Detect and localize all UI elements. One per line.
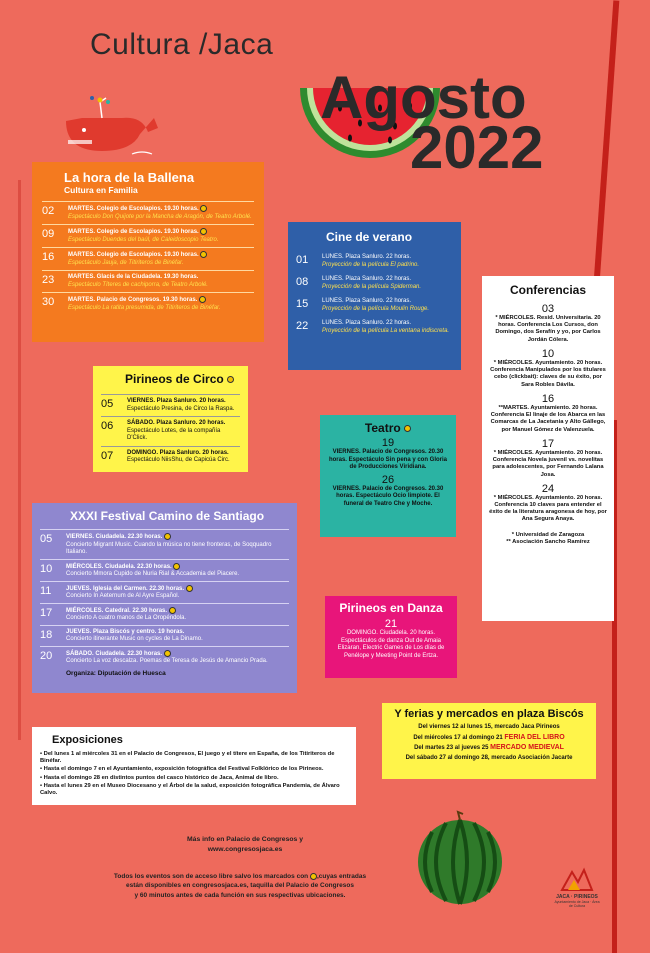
list-item — [40, 581, 289, 601]
list-item — [296, 276, 453, 291]
footnote: * Universidad de Zaragoza — [511, 531, 585, 538]
event-day: 16 — [541, 392, 555, 405]
event-description: * MIÉRCOLES. Resid. Universitaria. 20 horas. Conferencia Los Cursos, don Domingo, dos Serafín y yo, por Carlos Jordán Cólera. — [495, 315, 601, 343]
event-info: MIÉRCOLES. Ciudadela. 22.30 horas. — [66, 563, 172, 570]
event-description: Concierto Migrant Music. Cuando la música no tiene fronteras, de Soqquadro Italiano. — [66, 541, 272, 556]
section-title: La hora de la Ballena — [64, 170, 195, 185]
event-info: DOMINGO. Plaza Sanluro. 20 horas. — [127, 449, 229, 456]
event-day: 26 — [381, 473, 395, 486]
header-month: Agosto — [320, 64, 527, 131]
list-item — [101, 394, 240, 413]
event-day: 01 — [296, 254, 309, 266]
section-title: Conferencias — [509, 283, 587, 297]
festival-section — [32, 503, 297, 693]
ticket-coin-icon — [199, 296, 206, 303]
event-info: MARTES. Colegio de Escolapios. 19.30 horas. — [68, 206, 199, 213]
event-day: 09 — [42, 228, 55, 241]
event-description: DOMINGO. Ciudadela. 20 horas. Espectáculos de danza Out de Amaia Elizaran, Electric Games de Los días de Penélope y Meeting Point de Ertza. — [337, 630, 445, 659]
event-description: Espectáculo Títeres de cachiporra, de Teatro Arbolé. — [68, 281, 208, 288]
list-item — [40, 529, 289, 557]
event-description: VIERNES. Palacio de Congresos. 20.30 horas. Espectáculo Sin pena y con Gloria de Producciones Viridiana. — [328, 449, 448, 470]
list-item — [42, 201, 254, 221]
event-description: Espectáculo Jauja, de Titiriteros de Binéfar. — [68, 259, 184, 266]
event-day: 10 — [541, 347, 555, 360]
event-description: Concierto Mmora Cupido de Nuria Rial & Accademia del Piacere. — [66, 571, 240, 578]
footer-line: ,cuyas entradas — [316, 873, 367, 880]
conferencias-section — [482, 276, 614, 621]
ticket-coin-icon — [227, 376, 234, 383]
event-day: 16 — [42, 251, 55, 264]
footnote: ** Asociación Sancho Ramírez — [506, 538, 590, 545]
event-description: * MIÉRCOLES. Ayuntamiento. 20 horas. Conferencia Novela juvenil vs. novelitas para adolescentes, por Fernando Lalana Josa. — [492, 449, 604, 478]
event-description: Espectáculo Presina, de Circo la Raspa. — [127, 405, 235, 412]
section-subtitle: Cultura en Familia — [64, 185, 138, 195]
list-item: • Hasta el lunes 29 en el Museo Diocesano y el Árbol de la salud, exposición fotográfica Pandemia, de Álvaro Calvo. — [40, 782, 340, 797]
event-description: Proyección de la película La ventana indiscreta. — [322, 327, 450, 334]
list-item: Del viernes 12 al lunes 15, mercado Jaca Pirineos — [418, 724, 560, 730]
more-info — [150, 835, 340, 854]
list-item — [40, 625, 289, 644]
event-info: MIÉRCOLES. Catedral. 22.30 horas. — [66, 607, 168, 614]
event-info: Del martes 23 al jueves 25 — [414, 745, 491, 752]
list-item: • Hasta el domingo 28 en distintos puntos del casco histórico de Jaca, Animal de libro. — [40, 774, 279, 781]
whale-icon — [62, 96, 162, 156]
logo-subtitle: Ayuntamiento de Jaca · Área de Cultura — [554, 900, 600, 909]
circo-section — [93, 366, 248, 472]
feria-del-libro-label: FERIA DEL LIBRO — [504, 733, 565, 741]
event-description: Proyección de la película Moulin Rouge. — [322, 305, 430, 312]
more-info-text: Más info en Palacio de Congresos y — [187, 836, 303, 843]
list-item: Del sábado 27 al domingo 28, mercado Asociación Jacarte — [405, 755, 573, 761]
event-info: VIERNES. Plaza Sanluro. 20 horas. — [127, 398, 226, 404]
event-day: 22 — [296, 320, 309, 332]
list-item — [42, 270, 254, 289]
section-title: Teatro — [364, 421, 401, 435]
jaca-pirineos-logo-icon — [560, 866, 594, 892]
list-item — [296, 298, 453, 313]
ballena-section — [32, 162, 264, 342]
event-info: MARTES. Colegio de Escolapios. 19.30 horas. — [68, 252, 199, 259]
footer-line: Todos los eventos son de acceso libre salvo los marcados con — [113, 873, 310, 880]
list-item — [101, 416, 240, 443]
list-item — [42, 292, 254, 312]
list-item — [101, 446, 240, 465]
event-day: 18 — [40, 628, 53, 641]
list-item — [296, 254, 453, 269]
ticket-coin-icon — [164, 650, 171, 657]
list-item: • Del lunes 1 al miércoles 31 en el Palacio de Congresos, El juego y el títere en España, de los Titiriteros de Binéfar. — [40, 751, 335, 765]
section-title: Pirineos de Circo — [125, 372, 224, 386]
mercado-medieval-label: MERCADO MEDIEVAL — [490, 744, 564, 752]
event-description: Proyección de la película Spiderman. — [322, 283, 422, 290]
ticket-coin-icon — [200, 228, 207, 235]
ticket-coin-icon — [186, 585, 193, 592]
ticket-coin-icon — [310, 873, 317, 880]
event-description: Espectáculo Don Quijote por la Mancha de Aragón, de Teatro Arbolé. — [68, 213, 252, 220]
event-day: 23 — [42, 274, 55, 287]
event-description: Concierto A cuatro manos de La Oropéndola. — [66, 615, 187, 622]
event-info: LUNES. Plaza Sanluro. 22 horas. — [322, 298, 412, 304]
footer-line: están disponibles en congresosjaca.es, taquilla del Palacio de Congresos — [126, 882, 354, 890]
event-info: Del miércoles 17 al domingo 21 — [413, 734, 505, 741]
decorative-red-line — [18, 180, 21, 740]
event-info: JUEVES. Iglesia del Carmen. 22.30 horas. — [66, 585, 185, 592]
section-title: XXXI Festival Camino de Santiago — [70, 509, 265, 523]
event-description: Concierto In Aeternum de Al Ayre Español. — [66, 593, 180, 600]
event-description: VIERNES. Palacio de Congresos. 20.30 horas. Espectáculo Ocio limpiote. El funeral de Teatro Che y Moche. — [332, 485, 444, 507]
event-description: * MIÉRCOLES. Ayuntamiento. 20 horas. Conferencia Manipulados por los titulares cebo (clickbait): claves de su éxito, por Sara Robles Dávila. — [490, 359, 606, 388]
event-description: Espectáculo Duendes del baúl, de Caleidoscopio Teatro. — [68, 236, 219, 243]
section-title: Pirineos en Danza — [339, 601, 443, 615]
ticket-coin-icon — [200, 251, 207, 258]
ticket-coin-icon — [169, 607, 176, 614]
event-info: SÁBADO. Ciudadela. 22.30 horas. — [66, 650, 163, 657]
event-day: 11 — [40, 584, 52, 597]
section-title: Cine de verano — [326, 230, 413, 244]
event-description: **MARTES. Ayuntamiento. 20 horas. Conferencia El linaje de los Abarca en las Comarcas de La Jacetania y Alto Gállego, por Manuel Gómez de Valenzuela. — [490, 404, 606, 433]
ferias-section — [382, 703, 596, 779]
ticket-coin-icon — [173, 563, 180, 570]
list-item — [388, 744, 590, 753]
event-day: 03 — [541, 303, 555, 315]
organizer-text: Organiza: Diputación de Huesca — [66, 669, 166, 677]
event-day: 21 — [384, 618, 398, 630]
danza-section — [325, 596, 457, 678]
logo-text — [553, 894, 601, 908]
event-day: 17 — [541, 437, 555, 450]
website-link[interactable]: www.congresosjaca.es — [207, 845, 283, 853]
section-title: Exposiciones — [52, 734, 123, 746]
event-day: 07 — [101, 449, 114, 462]
event-day: 20 — [40, 649, 53, 662]
event-description: Espectáculo La ratita presumida, de Titiriteros de Binéfar. — [68, 304, 221, 311]
event-info: SÁBADO. Plaza Sanluro. 20 horas. — [127, 420, 226, 426]
exposiciones-section — [32, 727, 356, 805]
event-day: 05 — [40, 533, 53, 545]
footer-line: y 60 minutos antes de cada función en sus respectivas ubicaciones. — [134, 891, 346, 899]
event-info: LUNES. Plaza Sanluro. 22 horas. — [322, 254, 412, 260]
event-description: Proyección de la película El padrino. — [322, 261, 420, 268]
section-title: Y ferias y mercados en plaza Biscós — [394, 708, 584, 720]
event-info: MARTES. Glacis de la Ciudadela. 19.30 horas. — [68, 274, 199, 281]
teatro-section — [320, 415, 456, 537]
event-day: 17 — [40, 606, 53, 619]
list-item — [388, 734, 590, 743]
event-info: MARTES. Palacio de Congresos. 19.30 horas. — [68, 297, 198, 304]
event-info: MARTES. Colegio de Escolapios. 19.30 horas. — [68, 229, 199, 236]
event-info: LUNES. Plaza Sanluro. 22 horas. — [322, 276, 412, 282]
list-item: • Hasta el domingo 7 en el Ayuntamiento, exposición fotográfica del Festival Folklórico de los Pirineos. — [40, 766, 324, 773]
list-item — [296, 320, 453, 335]
list-item — [42, 224, 254, 244]
ticket-coin-icon — [200, 205, 207, 212]
list-item — [40, 646, 289, 666]
event-day: 15 — [296, 298, 309, 310]
event-description: Concierto itinerante Music on cycles de La Dinamo. — [66, 636, 203, 643]
event-day: 02 — [42, 205, 55, 217]
cine-section — [288, 222, 461, 370]
logo-title: JACA · PIRINEOS — [556, 894, 598, 900]
event-description: Espectáculo NiisShu, de Capicúa Circ. — [127, 457, 230, 463]
ticket-coin-icon — [164, 533, 171, 540]
footer-note — [90, 872, 390, 900]
event-day: 19 — [381, 437, 395, 449]
list-item — [42, 247, 254, 267]
event-description: Concierto La voz descalza. Poemas de Teresa de Jesús de Amancio Prada. — [66, 658, 268, 665]
event-day: 24 — [541, 482, 555, 495]
event-day: 06 — [101, 420, 114, 432]
header-year: 2022 — [410, 114, 544, 181]
event-info: VIERNES. Ciudadela. 22.30 horas. — [66, 534, 163, 541]
event-day: 10 — [40, 562, 53, 575]
event-day: 05 — [101, 398, 114, 410]
list-item — [40, 559, 289, 579]
watermelon-icon — [416, 810, 504, 906]
event-info: JUEVES. Plaza Biscós y centro. 19 horas. — [66, 628, 185, 635]
event-day: 08 — [296, 276, 309, 288]
event-description: * MIÉRCOLES. Ayuntamiento. 20 horas. Conferencia 10 claves para entender el éxito de la literatura aragonesa de hoy, por Ana Segura Anaya. — [489, 494, 607, 523]
event-description: Espectáculo Lotes, de la compañía D'Click. — [127, 427, 221, 441]
header-cultura: Cultura /Jaca — [90, 28, 274, 61]
event-info: LUNES. Plaza Sanluro. 22 horas. — [322, 320, 412, 326]
list-item — [40, 603, 289, 623]
event-day: 30 — [42, 296, 55, 309]
ticket-coin-icon — [404, 425, 411, 432]
